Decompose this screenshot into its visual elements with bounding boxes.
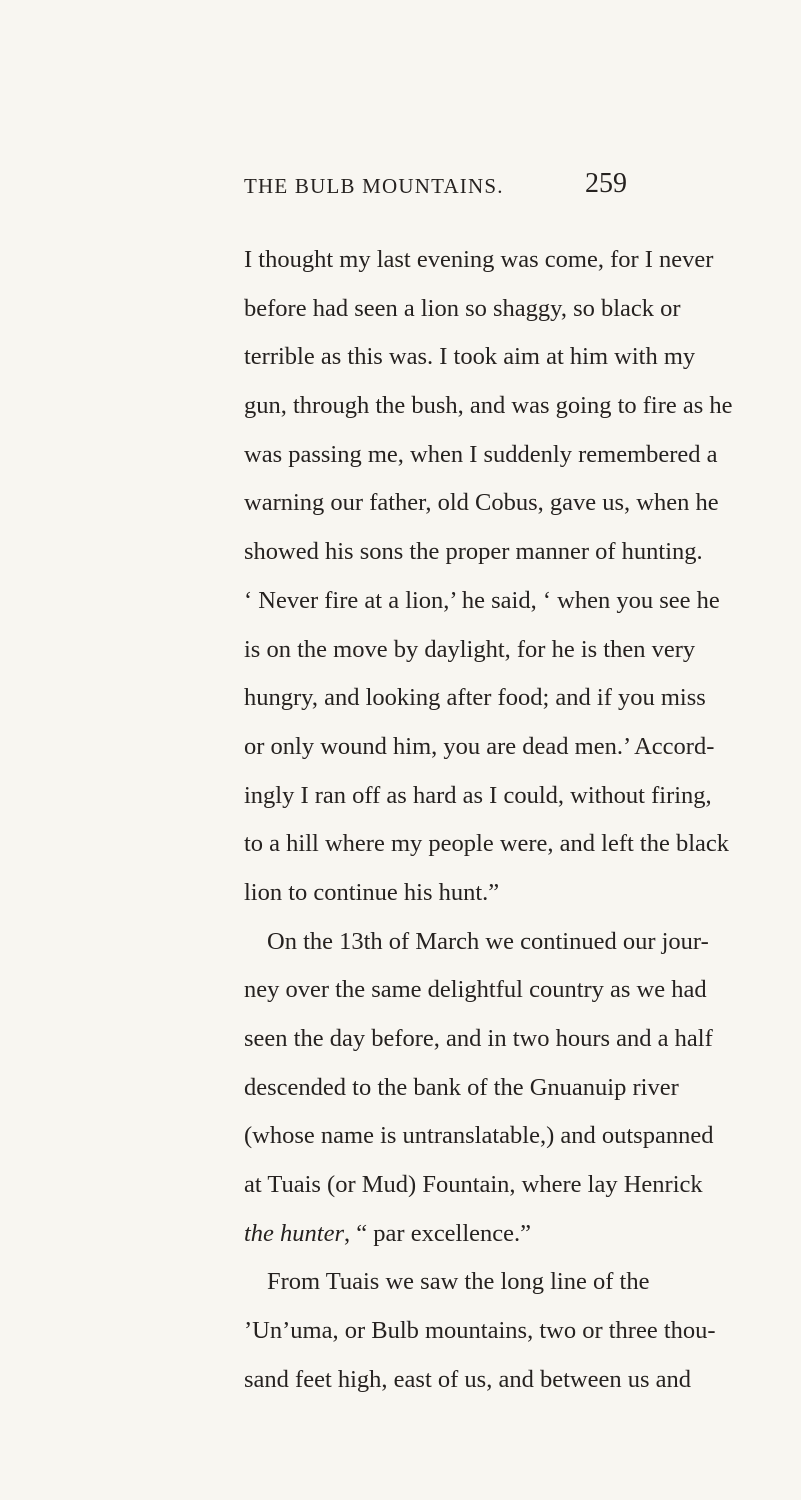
body-text — [244, 236, 733, 1405]
text-fragment: , “ par excellence.” — [344, 1219, 532, 1247]
text-line: terrible as this was. I took aim at him with my — [244, 343, 696, 371]
text-line: sand feet high, east of us, and between us and — [244, 1365, 691, 1393]
running-title: THE BULB MOUNTAINS. — [244, 174, 504, 198]
text-line: at Tuais (or Mud) Fountain, where lay Henrick — [244, 1171, 703, 1199]
text-line: to a hill where my people were, and left the black — [244, 830, 730, 858]
text-line: ingly I ran off as hard as I could, without firing, — [244, 781, 712, 809]
text-line: descended to the bank of the Gnuanuip river — [244, 1073, 679, 1101]
text-line: before had seen a lion so shaggy, so black or — [244, 294, 681, 322]
italic-phrase: the hunter — [244, 1219, 345, 1247]
text-line — [244, 1210, 628, 1259]
text-line: ney over the same delightful country as we had — [244, 976, 707, 1004]
text-line: showed his sons the proper manner of hunting. — [244, 538, 703, 566]
text-line: lion to continue his hunt.” — [244, 878, 500, 906]
text-line: seen the day before, and in two hours and a half — [244, 1025, 713, 1052]
text-line: gun, through the bush, and was going to fire as he — [244, 392, 733, 420]
text-line: or only wound him, you are dead men.’ Accord- — [244, 732, 715, 760]
page-number: 259 — [585, 168, 627, 199]
text-line: From Tuais we saw the long line of the — [267, 1268, 650, 1296]
text-line: warning our father, old Cobus, gave us, when he — [244, 489, 719, 517]
text-line: is on the move by daylight, for he is then very — [244, 635, 696, 663]
text-line: I thought my last evening was come, for I never — [244, 246, 714, 273]
text-line: ‘ Never fire at a lion,’ he said, ‘ when you see he — [244, 586, 720, 614]
text-line: was passing me, when I suddenly remembered a — [244, 440, 718, 468]
page-header — [244, 168, 627, 208]
text-line: hungry, and looking after food; and if you miss — [244, 684, 706, 712]
text-line: (whose name is untranslatable,) and outspanned — [244, 1122, 714, 1150]
text-line: ’Un’uma, or Bulb mountains, two or three thou- — [244, 1317, 716, 1345]
text-line: On the 13th of March we continued our jour- — [267, 927, 709, 955]
